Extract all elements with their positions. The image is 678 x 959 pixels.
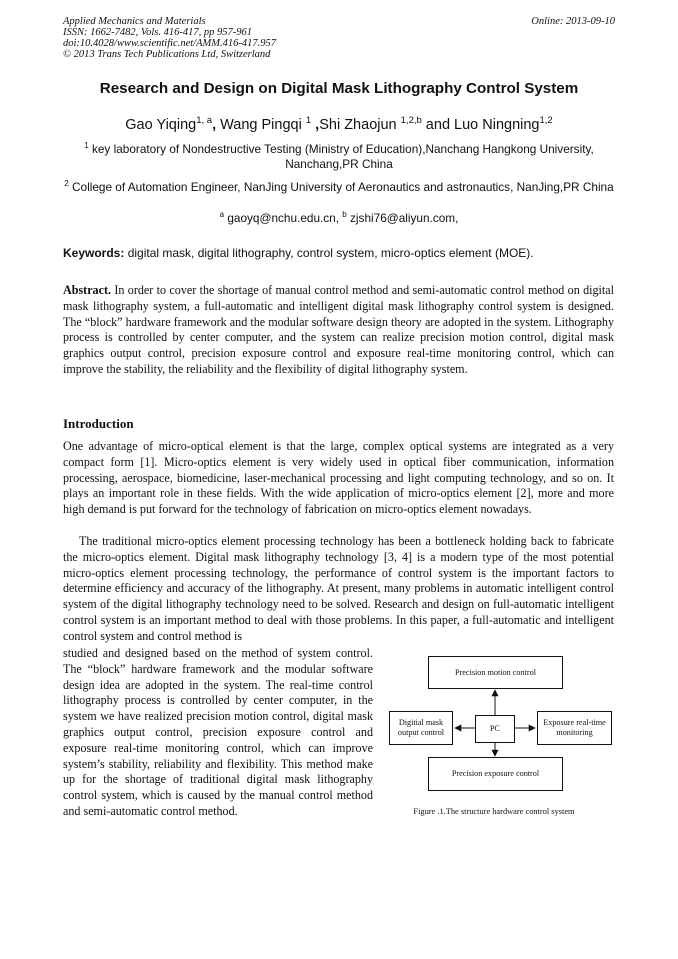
author-sup: 1	[305, 115, 312, 126]
abstract-label: Abstract.	[63, 283, 112, 297]
intro-paragraph-2: The traditional micro-optics element processing technology has been a bottleneck holding back to fabricate the micro-optics element. Digital mask lithography technology [3, 4] is a modern type of the most potential micro-optics element processing technology, the performance of control system is the important factors to determine efficiency and accuracy of the lithography. At present, many problems in automatic intelligent control system of the digital lithography technology need to be solved. Research and design on full-automatic intelligent control system is an important method to deal with those problems. In this paper, a full-automatic and intelligent control system and control method is	[63, 534, 614, 643]
figure-caption: Figure .1.The structure hardware control system	[413, 807, 575, 816]
box-label-line: Digitial mask	[398, 718, 444, 727]
online-date: Online: 2013-09-10	[531, 16, 615, 27]
box-label	[398, 718, 444, 738]
journal-name: Applied Mechanics and Materials	[63, 16, 206, 27]
affiliation-2	[63, 176, 615, 195]
affiliation-1	[63, 138, 615, 172]
intro-paragraph-3: studied and designed based on the method of system control. The “block” hardware framework and the modular software design idea are adopted in the system. The real-time control lithography process is controlled by center computer, in the system we have realized precision motion control, digital mask graphics output control, precision exposure control and exposure real-time monitoring control, which can improve system’s stability, reliability and flexibility. This method make up for the shortage of traditional digital mask lithography control system, which is caused by the manual control method and semi-automatic control method.	[63, 646, 373, 818]
affiliation-text: College of Automation Engineer, NanJing University of Aeronautics and astronautics, NanJing,PR China	[68, 179, 614, 194]
box-label-line: monitoring	[556, 728, 593, 737]
author-sup: 1,2,b	[400, 115, 422, 126]
copyright-line: © 2013 Trans Tech Publications Ltd, Switzerland	[63, 49, 271, 60]
box-label-line: output control	[397, 728, 445, 737]
keywords-label: Keywords:	[63, 246, 125, 260]
author-name: Shi Zhaojun	[319, 116, 401, 133]
pc-box	[475, 715, 515, 743]
author-list	[0, 115, 678, 133]
author-separator: ,	[311, 116, 320, 133]
affiliation-text: key laboratory of Nondestructive Testing (Ministry of Education),Nanchang Hangkong University, Nanchang,PR China	[88, 141, 594, 171]
intro-paragraph-1: One advantage of micro-optical element is that the large, complex optical systems are integrated as a very compact form [1]. Micro-optics element is very widely used in optical fiber communication, information processing, aerospace, biomedicine, laser-mechanical processing and light computing technology, and so on. It plays an important role in these fields. With the wide application of micro-optics element [2], more and more high demand is put forward for the technology of fabrication on micro-optics element nowadays.	[63, 439, 614, 517]
journal-header	[63, 16, 276, 60]
email-sup: a	[219, 210, 225, 219]
email-line	[0, 210, 678, 225]
box-label: Precision motion control	[455, 667, 536, 677]
email-address: gaoyq@nchu.edu.cn,	[224, 210, 343, 225]
exposure-monitoring-box	[537, 711, 612, 745]
author-sup: 1,2	[539, 115, 553, 126]
author-sup: 1, a	[196, 115, 213, 126]
issn-line: ISSN: 1662-7482, Vols. 416-417, pp 957-961	[63, 27, 252, 38]
doi-line: doi:10.4028/www.scientific.net/AMM.416-417.957	[63, 38, 276, 49]
author-separator: ,	[212, 116, 221, 133]
affiliation-sup: 1	[84, 141, 89, 150]
keywords	[63, 246, 615, 260]
precision-motion-control-box	[428, 656, 563, 689]
digital-mask-output-box	[389, 711, 453, 745]
author-name: Luo Ningning	[454, 116, 540, 133]
box-label: Precision exposure control	[451, 769, 540, 778]
abstract	[63, 283, 614, 378]
precision-exposure-control-box	[428, 757, 563, 791]
abstract-text: In order to cover the shortage of manual control method and semi-automatic control method on digital mask lithography system, a full-automatic and intelligent digital mask lithography control system is designed. The “block” hardware framework and the modular software design theory are adopted in the system. Lithography process is controlled by center computer, and the system can realize precision motion control, digital mask graphics output control, precision exposure control and exposure real-time monitoring control, which can improve the stability, the reliability and the flexibility of digital lithography system.	[63, 283, 614, 376]
email-address: zjshi76@aliyun.com,	[346, 210, 459, 225]
box-label	[543, 718, 606, 738]
paper-title: Research and Design on Digital Mask Lithography Control System	[99, 80, 579, 97]
box-label-line: Exposure real-time	[543, 718, 606, 727]
author-separator: and	[421, 116, 455, 133]
box-label: PC	[489, 724, 500, 733]
author-name: Wang Pingqi	[220, 116, 306, 133]
email-sup: b	[342, 210, 347, 219]
affiliation-sup: 2	[64, 179, 69, 188]
section-heading-introduction: Introduction	[63, 416, 134, 431]
author-name: Gao Yiqing	[125, 116, 197, 133]
keywords-text: digital mask, digital lithography, control system, micro-optics element (MOE).	[124, 246, 534, 260]
